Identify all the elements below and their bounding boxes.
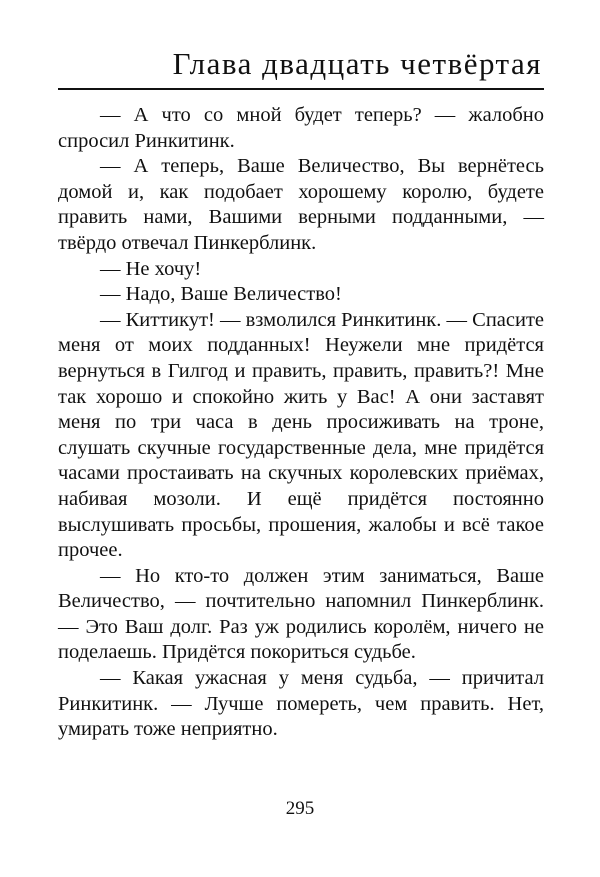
- paragraph: — Киттикут! — взмолился Ринкитинк. — Спасите меня от моих подданных! Неужели мне придётся вернуться в Гилгод и править, править, править?! Мне так хорошо и спокойно жить у Вас! А они заставят меня по три часа в день просиживать на троне, слушать скучные государственные дела, мне придётся часами простаивать на скучных королевских приёмах, набивая мозоли. И ещё придётся постоянно выслушивать просьбы, прошения, жалобы и всё такое прочее.: [58, 308, 545, 562]
- paragraph: — Не хочу!: [100, 257, 202, 280]
- paragraph: — Но кто-то должен этим заниматься, Ваше Величество, — почтительно напомнил Пинкерблинк. — Это Ваш долг. Раз уж родились королём, ничего не поделаешь. Придётся покориться судьбе.: [58, 564, 544, 664]
- page-number: 295: [285, 798, 315, 819]
- title-divider: [58, 88, 544, 90]
- paragraph: — А теперь, Ваше Величество, Вы вернётесь домой и, как подобает хорошему королю, будете править нами, Вашими верными подданными, — твёрдо отвечал Пинкерблинк.: [58, 155, 544, 254]
- paragraph: — Надо, Ваше Величество!: [100, 283, 342, 306]
- paragraph: — Какая ужасная у меня судьба, — причитал Ринкитинк. — Лучше помереть, чем править. Нет, умирать тоже неприятно.: [58, 667, 544, 741]
- paragraph: — А что со мной будет теперь? — жалобно спросил Ринкитинк.: [58, 104, 544, 152]
- body-text: [58, 103, 544, 743]
- chapter-title: Глава двадцать четвёртая: [172, 46, 542, 81]
